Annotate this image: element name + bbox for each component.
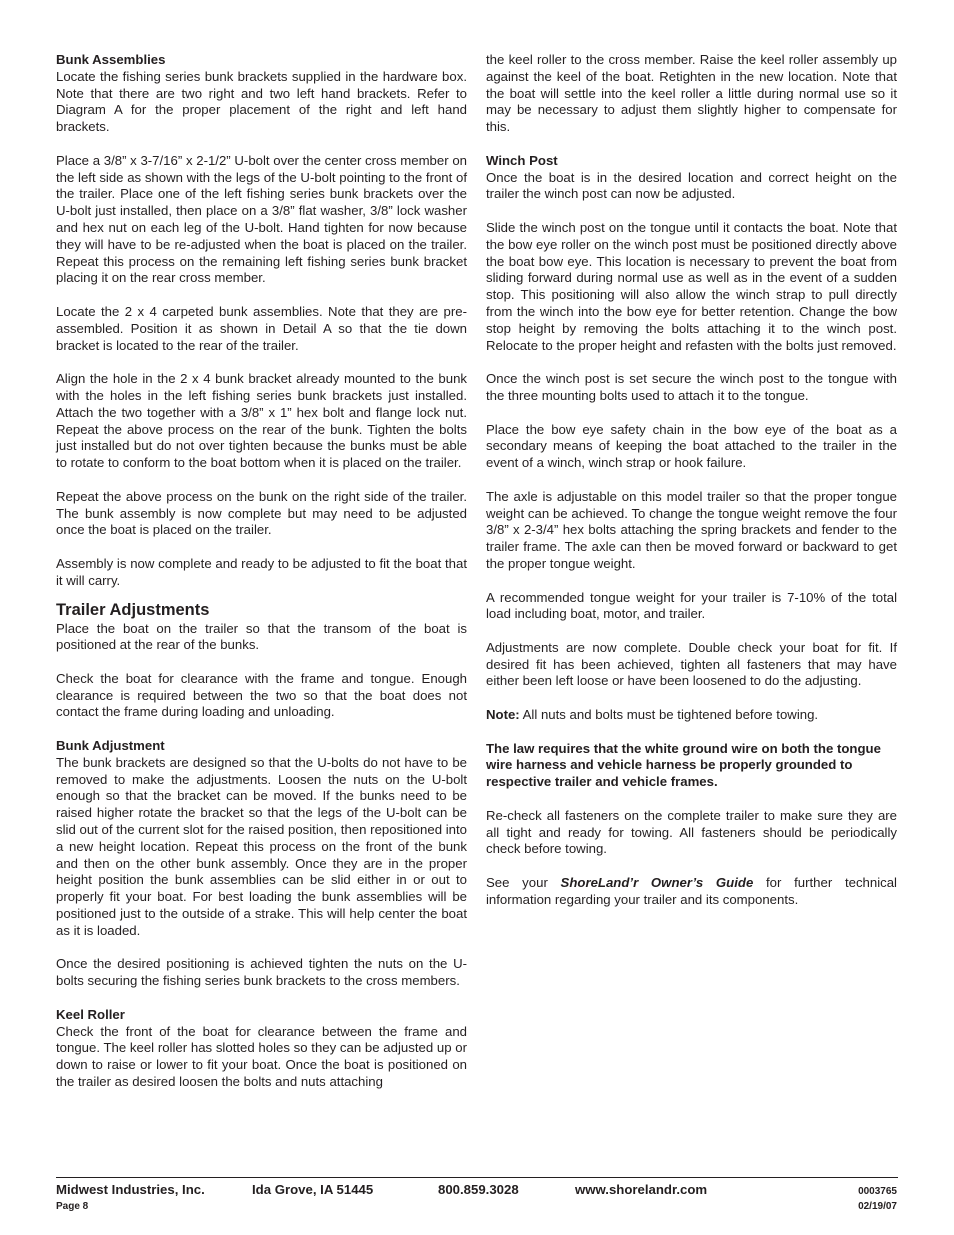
paragraph: Slide the winch post on the tongue until it contacts the boat. Note that the bow eye roller on the winch post must be positioned directly above the boat bow eye. This location is necessary to prevent the boat from sliding forward during normal use as well as in the event of a sudden stop. This positioning will also allow the winch strap to pull directly from the winch into the bow eye for better retention. Change the bow stop height by removing the bolts attaching it to the winch post. Relocate to the proper height and refasten with the bolts just removed. <box>486 219 897 353</box>
note-label: Note: <box>486 707 520 723</box>
owners-guide-title: ShoreLand’r Owner’s Guide <box>560 875 754 891</box>
paragraph: Check the front of the boat for clearance between the frame and tongue. The keel roller has slotted holes so they can be adjusted up or down to raise or lower to fit your boat. Once the boat is positioned on the trailer as desired loosen the bolts and nuts attaching <box>56 1023 467 1090</box>
paragraph: The bunk brackets are designed so that the U-bolts do not have to be removed to make the adjustments. Loosen the nuts on the U-bolt enough so that the bracket can be moved. If the bunks need to be raised higher rotate the bracket so that the legs of the U-bolt can be slid out of the current slot for the raised position, then repositioned into a new height location. Repeat this process on the front of the bunk and then on the other bunk assembly. Once they are in the proper height position the bunk assemblies can be slid either in or out to properly fit your boat. For best loading the bunk assemblies will be positioned just to the outside of a strake. This will help center the boat as it is loaded. <box>56 754 467 938</box>
paragraph: Check the boat for clearance with the frame and tongue. Enough clearance is required between the two so that the boat does not contact the frame during loading and unloading. <box>56 670 467 720</box>
paragraph: Align the hole in the 2 x 4 bunk bracket already mounted to the bunk with the holes in the left fishing series bunk brackets just installed. Attach the two together with a 3/8” x 1” hex bolt and flange lock nut. Repeat the above process on the rear of the bunk. Tighten the bolts just installed but do not over tighten because the bunks must be able to rotate to conform to the boat bottom when it is placed on the trailer. <box>56 371 467 471</box>
footer-city: Ida Grove, IA 51445 <box>252 1182 374 1197</box>
paragraph: Repeat the above process on the bunk on the right side of the trailer. The bunk assembly is now complete but may need to be adjusted once the boat is placed on the trailer. <box>56 488 467 538</box>
paragraph: Adjustments are now complete. Double check your boat for fit. If desired fit has been achieved, tighten all fasteners that may have either been left loose or have been loosened to do the adjusting. <box>486 639 897 689</box>
bunk-assemblies-heading: Bunk Assemblies <box>56 52 166 67</box>
guide-reference <box>486 875 897 909</box>
footer-divider <box>56 1177 898 1178</box>
paragraph: A recommended tongue weight for your trailer is 7-10% of the total load including boat, motor, and trailer. <box>486 589 897 622</box>
paragraph: Locate the fishing series bunk brackets supplied in the hardware box. Note that there are two right and two left hand brackets. Refer to Diagram A for the proper placement of the right and left hand brackets. <box>56 68 467 135</box>
paragraph: Locate the 2 x 4 carpeted bunk assemblies. Note that they are pre-assembled. Position it as shown in Detail A so that the tie down bracket is located to the rear of the trailer. <box>56 303 467 353</box>
note-paragraph <box>486 707 897 724</box>
paragraph: Assembly is now complete and ready to be adjusted to fit the boat that it will carry. <box>56 555 467 588</box>
footer-doc-number: 0003765 <box>858 1186 897 1197</box>
guide-prefix: See your <box>486 875 561 891</box>
paragraph: The axle is adjustable on this model trailer so that the proper tongue weight can be achieved. To change the tongue weight remove the four 3/8” x 2-3/4” hex bolts attaching the spring brackets and fender to the trailer frame. The axle can then be moved forward or backward to get the proper tongue weight. <box>486 488 897 571</box>
bunk-adjustment-heading: Bunk Adjustment <box>56 738 165 754</box>
left-column <box>56 52 467 1091</box>
trailer-adjustments-heading: Trailer Adjustments <box>56 600 210 619</box>
footer-page-number: Page 8 <box>56 1201 89 1212</box>
law-warning: The law requires that the white ground wire on both the tongue wire harness and vehicle harness be properly grounded to respective trailer and vehicle frames. <box>486 740 881 790</box>
footer-date: 02/19/07 <box>858 1201 897 1212</box>
right-column <box>486 52 897 909</box>
paragraph: Once the boat is in the desired location and correct height on the trailer the winch post can now be adjusted. <box>486 169 897 202</box>
paragraph: the keel roller to the cross member. Raise the keel roller assembly up against the keel of the boat. Retighten in the new location. Note that the boat will settle into the keel roller a little during normal use so it may be necessary to adjust them slightly higher to compensate for this. <box>486 52 897 135</box>
paragraph: Re-check all fasteners on the complete trailer to make sure they are all tight and ready for towing. All fasteners should be periodically check before towing. <box>486 807 897 857</box>
footer-website: www.shorelandr.com <box>575 1182 708 1197</box>
paragraph: Place the boat on the trailer so that the transom of the boat is positioned at the rear of the bunks. <box>56 620 467 653</box>
note-text: All nuts and bolts must be tightened before towing. <box>519 707 819 723</box>
winch-post-heading: Winch Post <box>486 152 558 168</box>
footer-company: Midwest Industries, Inc. <box>56 1182 205 1197</box>
guide-suffix: for further technical information regarding your trailer and its components. <box>486 875 897 907</box>
paragraph: Once the desired positioning is achieved tighten the nuts on the U-bolts securing the fishing series bunk brackets to the cross members. <box>56 956 467 989</box>
paragraph: Place the bow eye safety chain in the bow eye of the boat as a secondary means of keeping the boat attached to the trailer in the event of a winch, winch strap or hook failure. <box>486 421 897 471</box>
paragraph: Place a 3/8” x 3-7/16” x 2-1/2” U-bolt over the center cross member on the left side as shown with the legs of the U-bolt pointing to the front of the trailer. Place one of the left fishing series bunk brackets over the U-bolt just installed, then place on a 3/8” flat washer, 3/8” lock washer and hex nut on each leg of the U-bolt. Hand tighten for now because they will have to be re-adjusted when the boat is placed on the trailer. Repeat this process on the remaining left fishing series bunk bracket placing it on the rear cross member. <box>56 152 467 286</box>
paragraph: Once the winch post is set secure the winch post to the tongue with the three mounting bolts used to attach it to the tongue. <box>486 371 897 403</box>
keel-roller-heading: Keel Roller <box>56 1006 125 1022</box>
footer-phone: 800.859.3028 <box>438 1182 519 1197</box>
